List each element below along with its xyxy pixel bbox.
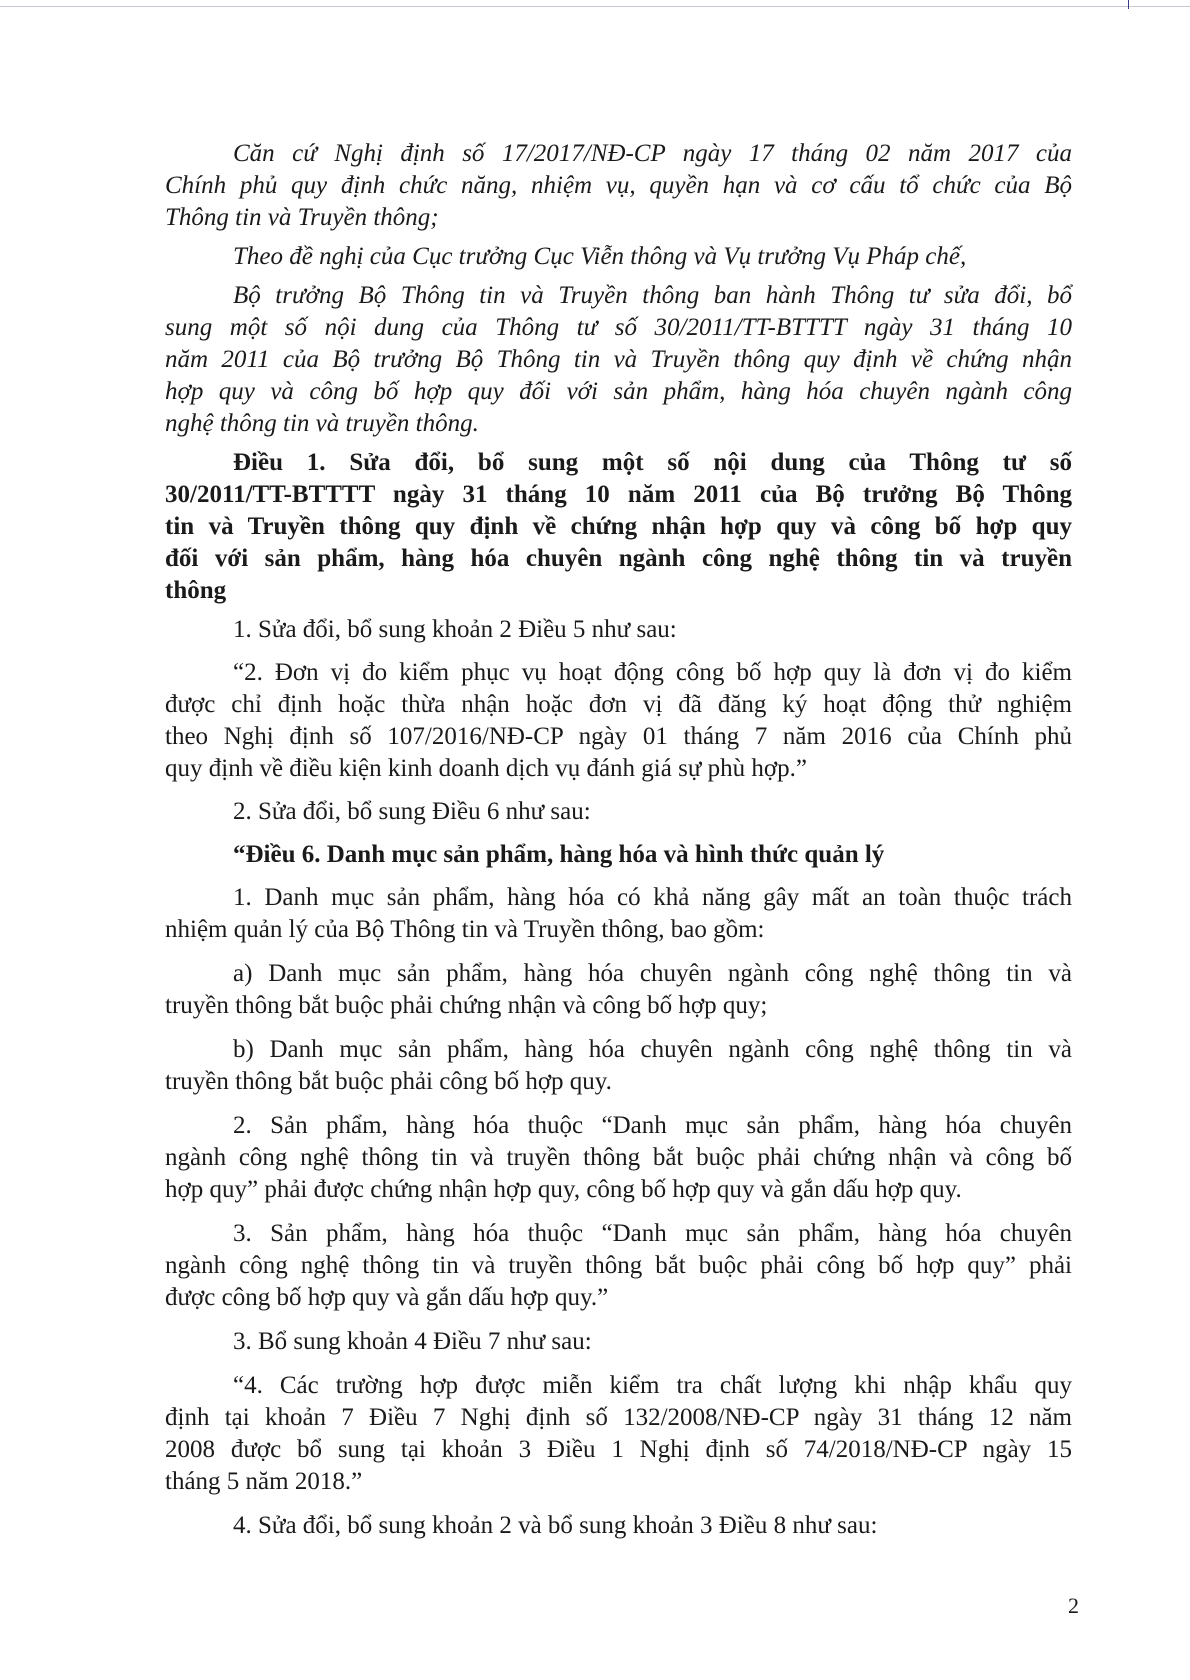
paragraph-clause-2-article-5 bbox=[165, 657, 1072, 785]
text-line: được công bố hợp quy và gắn dấu hợp quy.” bbox=[165, 1284, 609, 1311]
text-line: 2. Sản phẩm, hàng hóa thuộc “Danh mục sản phẩm, hàng hóa chuyên bbox=[233, 1112, 1072, 1139]
paragraph-clause-4-article-7 bbox=[165, 1370, 1072, 1498]
text-line: nhiệm quản lý của Bộ Thông tin và Truyền thông, bao gồm: bbox=[165, 916, 765, 943]
paragraph-item-3 bbox=[165, 1326, 1072, 1358]
text-line: ngành công nghệ thông tin và truyền thông bắt buộc phải chứng nhận và công bố bbox=[165, 1144, 1072, 1171]
text-line: “2. Đơn vị đo kiểm phục vụ hoạt động công bố hợp quy là đơn vị đo kiểm bbox=[233, 659, 1072, 686]
text-line: định tại khoản 7 Điều 7 Nghị định số 132/2008/NĐ-CP ngày 31 tháng 12 năm bbox=[165, 1404, 1072, 1431]
article-1-heading bbox=[165, 447, 1072, 607]
text-line: Thông tin và Truyền thông; bbox=[165, 204, 439, 231]
page-number: 2 bbox=[1068, 1593, 1079, 1618]
paragraph-article-6-clause-1 bbox=[165, 882, 1072, 946]
text-line: đối với sản phẩm, hàng hóa chuyên ngành công nghệ thông tin và truyền bbox=[165, 545, 1072, 572]
paragraph-item-4 bbox=[165, 1510, 1072, 1542]
paragraph-issuance bbox=[165, 280, 1072, 440]
paragraph-item-1 bbox=[165, 614, 1072, 646]
text-line: nghệ thông tin và truyền thông. bbox=[165, 410, 479, 437]
scan-top-border bbox=[0, 6, 1190, 7]
text-line: a) Danh mục sản phẩm, hàng hóa chuyên ngành công nghệ thông tin và bbox=[233, 960, 1072, 987]
paragraph-article-6-clause-2 bbox=[165, 1110, 1072, 1206]
text-line: truyền thông bắt buộc phải chứng nhận và công bố hợp quy; bbox=[165, 992, 768, 1019]
paragraph-point-a bbox=[165, 958, 1072, 1022]
text-line: truyền thông bắt buộc phải công bố hợp quy. bbox=[165, 1068, 612, 1095]
paragraph-proposal bbox=[165, 241, 1072, 273]
text-line: tin và Truyền thông quy định về chứng nhận hợp quy và công bố hợp quy bbox=[165, 513, 1072, 540]
text-line: “Điều 6. Danh mục sản phẩm, hàng hóa và hình thức quản lý bbox=[233, 841, 885, 868]
text-line: được chỉ định hoặc thừa nhận hoặc đơn vị đã đăng ký hoạt động thử nghiệm bbox=[165, 691, 1072, 718]
text-line: 1. Danh mục sản phẩm, hàng hóa có khả năng gây mất an toàn thuộc trách bbox=[233, 884, 1072, 911]
text-line: 2. Sửa đổi, bổ sung Điều 6 như sau: bbox=[233, 798, 591, 825]
paragraph-point-b bbox=[165, 1034, 1072, 1098]
paragraph-item-2 bbox=[165, 796, 1072, 828]
text-line: Chính phủ quy định chức năng, nhiệm vụ, quyền hạn và cơ cấu tổ chức của Bộ bbox=[165, 172, 1072, 199]
text-line: năm 2011 của Bộ trưởng Bộ Thông tin và Truyền thông quy định về chứng nhận bbox=[165, 346, 1072, 373]
text-line: “4. Các trường hợp được miễn kiểm tra chất lượng khi nhập khẩu quy bbox=[233, 1372, 1072, 1399]
text-line: hợp quy” phải được chứng nhận hợp quy, công bố hợp quy và gắn dấu hợp quy. bbox=[165, 1176, 962, 1203]
text-line: hợp quy và công bố hợp quy đối với sản phẩm, hàng hóa chuyên ngành công bbox=[165, 378, 1072, 405]
text-line: 3. Bổ sung khoản 4 Điều 7 như sau: bbox=[233, 1328, 592, 1355]
text-line: 2008 được bổ sung tại khoản 3 Điều 1 Nghị định số 74/2018/NĐ-CP ngày 15 bbox=[165, 1436, 1072, 1463]
text-line: 1. Sửa đổi, bổ sung khoản 2 Điều 5 như sau: bbox=[233, 616, 677, 643]
text-line: 3. Sản phẩm, hàng hóa thuộc “Danh mục sản phẩm, hàng hóa chuyên bbox=[233, 1220, 1072, 1247]
text-line: sung một số nội dung của Thông tư số 30/2011/TT-BTTTT ngày 31 tháng 10 bbox=[165, 314, 1072, 341]
article-6-heading bbox=[165, 839, 1072, 871]
text-line: tháng 5 năm 2018.” bbox=[165, 1468, 363, 1495]
text-line: quy định về điều kiện kinh doanh dịch vụ đánh giá sự phù hợp.” bbox=[165, 755, 807, 782]
text-line: Căn cứ Nghị định số 17/2017/NĐ-CP ngày 17 tháng 02 năm 2017 của bbox=[233, 140, 1072, 167]
text-line: Theo đề nghị của Cục trưởng Cục Viễn thông và Vụ trưởng Vụ Pháp chế, bbox=[233, 243, 967, 270]
scan-top-tick-mark bbox=[1128, 0, 1129, 9]
text-line: thông bbox=[165, 577, 227, 604]
paragraph-legal-basis bbox=[165, 138, 1072, 234]
text-line: Điều 1. Sửa đổi, bổ sung một số nội dung của Thông tư số bbox=[233, 449, 1072, 476]
text-line: 4. Sửa đổi, bổ sung khoản 2 và bổ sung khoản 3 Điều 8 như sau: bbox=[233, 1512, 878, 1539]
text-line: Bộ trưởng Bộ Thông tin và Truyền thông ban hành Thông tư sửa đổi, bổ bbox=[233, 282, 1072, 309]
text-line: 30/2011/TT-BTTTT ngày 31 tháng 10 năm 2011 của Bộ trưởng Bộ Thông bbox=[165, 481, 1072, 508]
paragraph-article-6-clause-3 bbox=[165, 1218, 1072, 1314]
text-line: b) Danh mục sản phẩm, hàng hóa chuyên ngành công nghệ thông tin và bbox=[233, 1036, 1072, 1063]
text-line: theo Nghị định số 107/2016/NĐ-CP ngày 01 tháng 7 năm 2016 của Chính phủ bbox=[165, 723, 1072, 750]
document-body bbox=[165, 138, 1072, 1542]
text-line: ngành công nghệ thông tin và truyền thông bắt buộc phải công bố hợp quy” phải bbox=[165, 1252, 1072, 1279]
